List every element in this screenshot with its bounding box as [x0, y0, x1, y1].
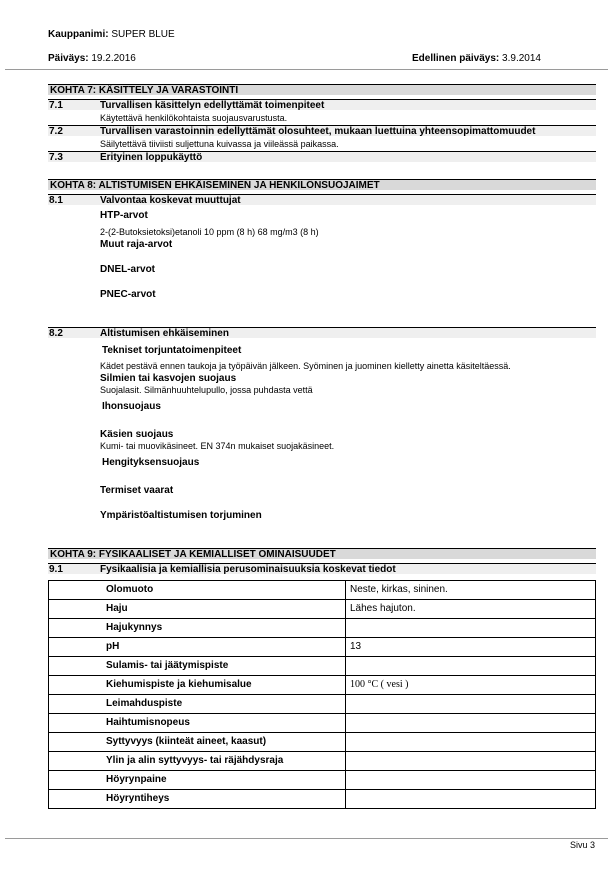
s81-heading — [48, 194, 596, 205]
property-value — [346, 752, 596, 771]
tech-title: Tekniset torjuntatoimenpiteet — [102, 345, 242, 356]
eye-text: Suojalasit. Silmänhuuhtelupullo, jossa puhdasta vettä — [100, 385, 313, 395]
property-value: 100 °C ( vesi ) — [346, 676, 596, 695]
table-row — [49, 733, 596, 752]
table-row — [49, 638, 596, 657]
date-label: Päiväys: — [48, 53, 89, 64]
property-name: Syttyvyys (kiinteät aineet, kaasut) — [49, 733, 346, 752]
property-name: Haihtumisnopeus — [49, 714, 346, 733]
s82-title: Altistumisen ehkäiseminen — [100, 328, 229, 339]
section8-title: KOHTA 8: ALTISTUMISEN EHKÄISEMINEN JA HENKILÖNSUOJAIMET — [48, 179, 596, 190]
property-value — [346, 790, 596, 809]
section9-title: KOHTA 9: FYSIKAALISET JA KEMIALLISET OMINAISUUDET — [48, 548, 596, 559]
property-value: Lähes hajuton. — [346, 600, 596, 619]
property-value — [346, 695, 596, 714]
s71-num: 7.1 — [49, 100, 63, 111]
property-name: Haju — [49, 600, 346, 619]
s73-title: Erityinen loppukäyttö — [100, 152, 203, 163]
s71-heading — [48, 99, 596, 110]
skin-title: Ihonsuojaus — [102, 401, 161, 412]
header-divider — [5, 69, 608, 70]
property-name: Kiehumispiste ja kiehumisalue — [49, 676, 346, 695]
properties-table — [48, 580, 596, 809]
property-name: pH — [49, 638, 346, 657]
table-row — [49, 790, 596, 809]
product-label: Kauppanimi: — [48, 29, 109, 40]
htp-title: HTP-arvot — [100, 210, 148, 221]
table-row — [49, 600, 596, 619]
s72-heading — [48, 125, 596, 136]
footer-divider — [5, 838, 608, 839]
other-limits-title: Muut raja-arvot — [100, 239, 173, 250]
table-row — [49, 714, 596, 733]
s73-num: 7.3 — [49, 152, 63, 163]
property-name: Hajukynnys — [49, 619, 346, 638]
property-value: 13 — [346, 638, 596, 657]
pnec-title: PNEC-arvot — [100, 289, 156, 300]
environment-title: Ympäristöaltistumisen torjuminen — [100, 510, 262, 521]
table-row — [49, 676, 596, 695]
s72-num: 7.2 — [49, 126, 63, 137]
s71-text: Käytettävä henkilökohtaista suojausvarustusta. — [100, 113, 288, 123]
hand-text: Kumi- tai muovikäsineet. EN 374n mukaiset suojakäsineet. — [100, 441, 335, 451]
property-value: Neste, kirkas, sininen. — [346, 581, 596, 600]
page-number: Sivu 3 — [569, 840, 595, 850]
eye-title: Silmien tai kasvojen suojaus — [100, 373, 237, 384]
s82-heading — [48, 327, 596, 338]
property-value — [346, 733, 596, 752]
property-name: Höyrynpaine — [49, 771, 346, 790]
tech-text: Kädet pestävä ennen taukoja ja työpäivän jälkeen. Syöminen ja juominen kielletty ainetta käsiteltäessä. — [100, 361, 511, 371]
table-row — [49, 752, 596, 771]
s71-title: Turvallisen käsittelyn edellyttämät toimenpiteet — [100, 100, 325, 111]
table-row — [49, 695, 596, 714]
respiratory-title: Hengityksensuojaus — [102, 457, 200, 468]
prev-date-line — [412, 53, 541, 65]
s73-heading — [48, 151, 596, 162]
property-value — [346, 619, 596, 638]
s72-text: Säilytettävä tiiviisti suljettuna kuivassa ja viileässä paikassa. — [100, 139, 339, 149]
date-line — [48, 53, 136, 65]
prev-date-value: 3.9.2014 — [502, 53, 541, 64]
property-name: Olomuoto — [49, 581, 346, 600]
section7-title: KOHTA 7: KÄSITTELY JA VARASTOINTI — [48, 84, 596, 95]
table-row — [49, 619, 596, 638]
property-value — [346, 771, 596, 790]
product-value: SUPER BLUE — [111, 29, 175, 40]
date-value: 19.2.2016 — [91, 53, 136, 64]
prev-date-label: Edellinen päiväys: — [412, 53, 500, 64]
s91-heading — [48, 563, 596, 574]
product-name-line — [48, 29, 175, 41]
thermal-title: Termiset vaarat — [100, 485, 174, 496]
s91-title: Fysikaalisia ja kemiallisia perusominaisuuksia koskevat tiedot — [100, 564, 396, 575]
s81-title: Valvontaa koskevat muuttujat — [100, 195, 241, 206]
table-row — [49, 771, 596, 790]
property-name: Sulamis- tai jäätymispiste — [49, 657, 346, 676]
dnel-title: DNEL-arvot — [100, 264, 156, 275]
hand-title: Käsien suojaus — [100, 429, 174, 440]
property-name: Ylin ja alin syttyvyys- tai räjähdysraja — [49, 752, 346, 771]
s82-num: 8.2 — [49, 328, 63, 339]
property-name: Leimahduspiste — [49, 695, 346, 714]
property-value — [346, 714, 596, 733]
s72-title: Turvallisen varastoinnin edellyttämät olosuhteet, mukaan luettuina yhteensopimattomuudet — [100, 126, 536, 137]
table-row — [49, 657, 596, 676]
property-name: Höyryntiheys — [49, 790, 346, 809]
s81-num: 8.1 — [49, 195, 63, 206]
htp-text: 2-(2-Butoksietoksi)etanoli 10 ppm (8 h) 68 mg/m3 (8 h) — [100, 227, 319, 237]
property-value — [346, 657, 596, 676]
s91-num: 9.1 — [49, 564, 63, 575]
table-row — [49, 581, 596, 600]
